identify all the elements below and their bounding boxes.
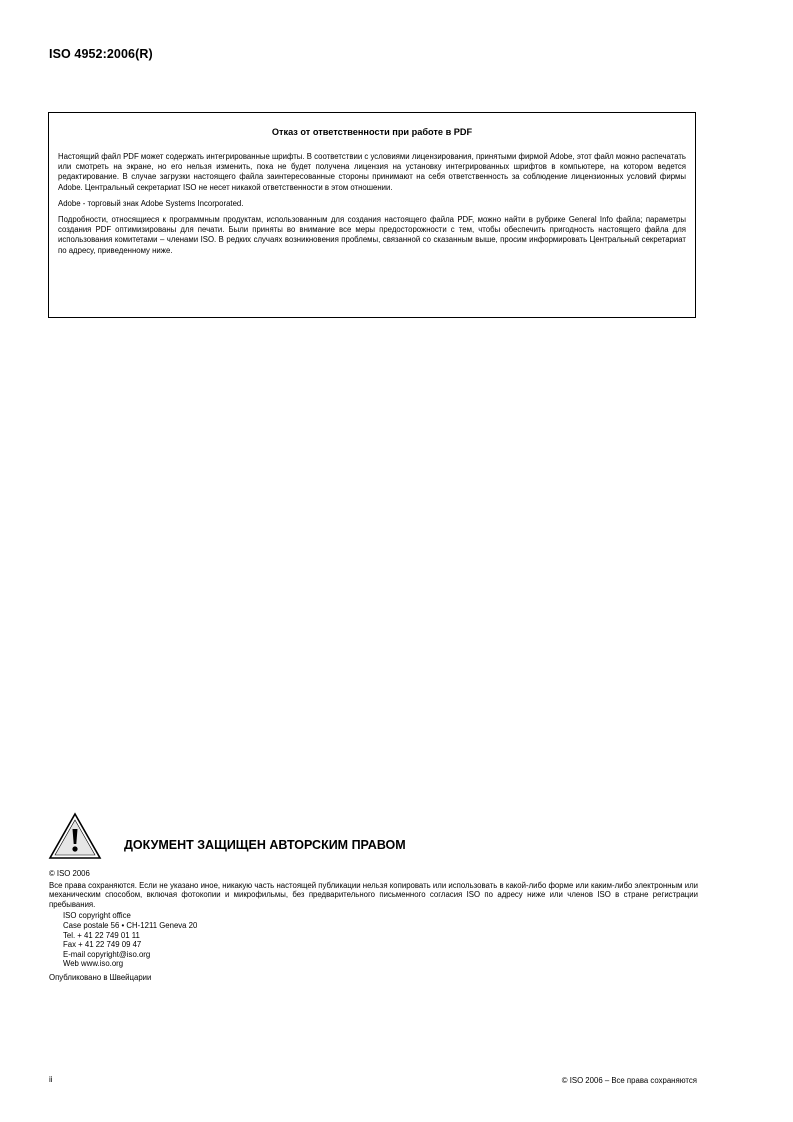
warning-triangle-icon — [48, 812, 102, 860]
copyright-heading: ДОКУМЕНТ ЗАЩИЩЕН АВТОРСКИМ ПРАВОМ — [124, 838, 406, 852]
document-id: ISO 4952:2006(R) — [49, 47, 153, 61]
footer-copyright: © ISO 2006 – Все права сохраняются — [561, 1076, 697, 1085]
disclaimer-title: Отказ от ответственности при работе в PDF — [271, 127, 473, 137]
pdf-disclaimer-box — [48, 112, 696, 318]
page-number: ii — [49, 1075, 53, 1084]
office-postal: Case postale 56 • CH-1211 Geneva 20 — [63, 920, 198, 930]
copyright-year: © ISO 2006 — [49, 869, 90, 878]
copyright-block — [49, 869, 698, 983]
copyright-office-address — [49, 911, 698, 969]
copyright-header — [48, 812, 698, 862]
office-fax: Fax + 41 22 749 09 47 — [63, 940, 142, 950]
copyright-rights-text: Все права сохраняются. Если не указано иное, никакую часть настоящей публикации нельзя копировать или использовать в какой-либо форме или каким-либо электронным или механическим способом, включая фотокопии и микрофильмы, без предварительного письменного согласия ISO по адресу ниже или членов ISO в стране регистрации пребывания. — [49, 880, 698, 909]
published-in: Опубликовано в Швейцарии — [49, 972, 152, 982]
disclaimer-paragraph-trademark: Adobe - торговый знак Adobe Systems Incorporated. — [58, 198, 244, 208]
office-web: Web www.iso.org — [63, 959, 124, 969]
office-email: E-mail copyright@iso.org — [63, 949, 151, 959]
disclaimer-paragraph-fonts: Настоящий файл PDF может содержать интегрированные шрифты. В соответствии с условиями лицензирования, принятыми фирмой Adobe, этот файл можно распечатать или смотреть на экране, но его нельзя изменить, пока не будет получена лицензия на установку интегрированных шрифтов в компьютере, на котором ведется редактирование. В случае загрузки настоящего файла заинтересованные стороны принимают на себя ответственность за соблюдение лицензионных условий фирмы Adobe. Центральный секретариат ISO не несет никакой ответственности в этом отношении. — [58, 152, 686, 192]
office-tel: Tel. + 41 22 749 01 11 — [63, 930, 140, 940]
disclaimer-paragraph-details: Подробности, относящиеся к программным продуктам, использованным для создания настоящего файла PDF, можно найти в рубрике General Info файла; параметры создания PDF оптимизированы для печати. Были приняты во внимание все меры предосторожности с тем, чтобы обеспечить пригодность настоящего файла для использования комитетами – членами ISO. В редких случаях возникновения проблемы, связанной со сказанным выше, просим информировать Центральный секретариат по адресу, приведенному ниже. — [58, 215, 686, 255]
office-name: ISO copyright office — [63, 911, 131, 921]
